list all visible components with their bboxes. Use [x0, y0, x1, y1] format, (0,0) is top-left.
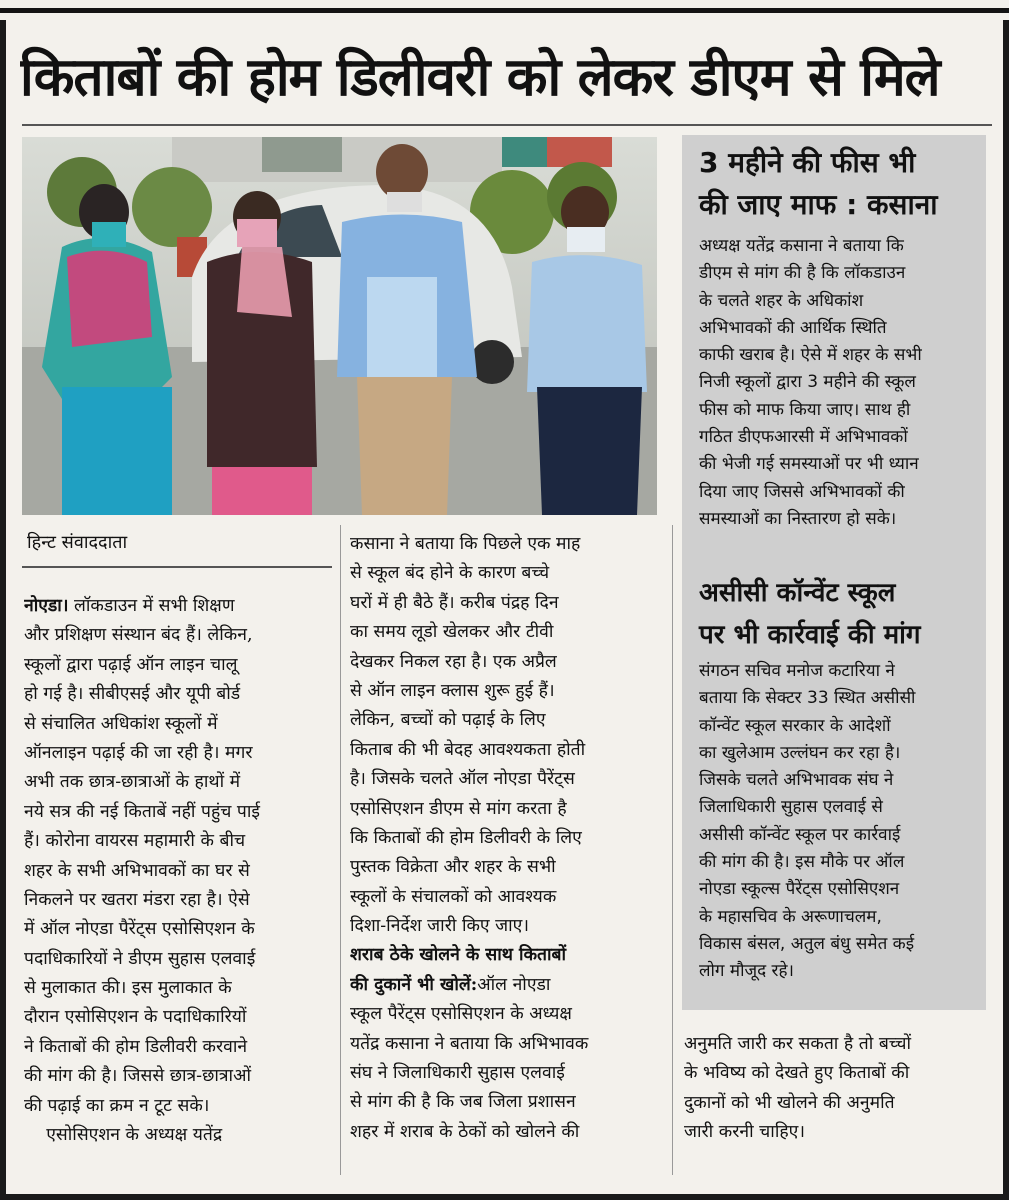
headline: किताबों की होम डिलीवरी को लेकर डीएम से मिले: [20, 47, 940, 108]
sidebar-paragraph-2: संगठन सचिव मनोज कटारिया ने बताया कि सेक्टर 33 स्थित असीसी कॉन्वेंट स्कूल सरकार के आदेशों का खुलेआम उल्लंघन कर रहा है। जिसके चलते अभिभावक संघ ने जिलाधिकारी सुहास एलवाई से असीसी कॉन्वेंट स्कूल पर कार्रवाई की मांग की है। इस मौके पर ऑल नोएडा स्कूल्स पैरेंट्स एसोसिएशन के महासचिव के अरूणाचलम, विकास बंसल, अतुल बंधु समेत कई लोग मौजूद रहे।: [699, 661, 916, 982]
photo-illustration: [22, 137, 657, 515]
article-column-3: अनुमति जारी कर सकता है तो बच्चों के भविष्य को देखते हुए किताबों की दुकानों को भी खोलने की अनुमति जारी करनी चाहिए।: [684, 1034, 912, 1143]
byline-rule: [22, 566, 332, 568]
sidebar-paragraph-1: अध्यक्ष यतेंद्र कसाना ने बताया कि डीएम से मांग की है कि लॉकडाउन के चलते शहर के अधिकांश अभिभावकों की आर्थिक स्थिति काफी खराब है। ऐसे में शहर के सभी निजी स्कूलों द्वारा 3 महीने की स्कूल फीस को माफ किया जाए। साथ ही गठित डीएफआरसी में अभिभावकों की भेजी गई समस्याओं पर भी ध्यान दिया जाए जिससे अभिभावकों की समस्याओं का निस्तारण हो सके।: [699, 236, 922, 529]
subheading: शराब ठेके खोलने के साथ किताबों: [350, 945, 567, 966]
article-column-1: नोएडा। लॉकडाउन में सभी शिक्षण और प्रशिक्षण संस्थान बंद हैं। लेकिन, स्कूलों द्वारा पढ़ाई ऑन लाइन चालू हो गई है। सीबीएसई और यूपी बोर्ड से संचालित अधिकांश स्कूलों में ऑनलाइन पढ़ाई की जा रही है। मगर अभी तक छात्र-छात्राओं के हाथों में नये सत्र की नई किताबें नहीं पहुंच पाई हैं। कोरोना वायरस महामारी के बीच शहर के सभी अभिभावकों का घर से निकलने पर खतरा मंडरा रहा है। ऐसे में ऑल नोएडा पैरेंट्स एसोसिएशन के पदाधिकारियों ने डीएम सुहास एलवाई से मुलाकात की। इस मुलाकात के दौरान एसोसिएशन के पदाधिकारियों ने किताबों की होम डिलीवरी करवाने की मांग की है। जिससे छात्र-छात्राओं की पढ़ाई का क्रम न टूट सके। एसोसिएशन के अध्यक्ष यतेंद्र: [24, 596, 260, 1146]
article-column-2: कसाना ने बताया कि पिछले एक माह से स्कूल बंद होने के कारण बच्चे घरों में ही बैठे हैं। करीब पंद्रह दिन का समय लूडो खेलकर और टीवी देखकर निकल रहा है। एक अप्रैल से ऑन लाइन क्लास शुरू हुई हैं। लेकिन, बच्चों को पढ़ाई के लिए किताब की भी बेदह आवश्यकता होती है। जिसके चलते ऑल नोएडा पैरेंट्स एसोसिएशन डीएम से मांग करता है कि किताबों की होम डिलीवरी के लिए पुस्तक विक्रेता और शहर के सभी स्कूलों के संचालकों को आवश्यक दिशा-निर्देश जारी किए जाए। शराब ठेके खोलने के साथ किताबों की दुकानें भी खोलें:ऑल नोएडा स्कूल पैरेंट्स एसोसिएशन के अध्यक्ष यतेंद्र कसाना ने बताया कि अभिभावक संघ ने जिलाधिकारी सुहास एलवाई से मांग की है कि जब जिला प्रशासन शहर में शराब के ठेकों को खोलने की: [350, 530, 668, 1147]
page-top-edge: [0, 8, 1009, 13]
sidebar-heading-2: असीसी कॉन्वेंट स्कूल पर भी कार्रवाई की मांग: [699, 578, 921, 650]
byline: हिन्ट संवाददाता: [27, 532, 128, 553]
headline-rule: [22, 124, 992, 126]
sidebar-heading-1: 3 महीने की फीस भी की जाए माफ : कसाना: [699, 146, 938, 221]
news-photo: [22, 137, 657, 515]
column-divider-2: [672, 525, 673, 1175]
dateline: नोएडा।: [24, 596, 69, 616]
column-divider-1: [340, 525, 341, 1175]
page-top-strip: [0, 0, 1009, 20]
